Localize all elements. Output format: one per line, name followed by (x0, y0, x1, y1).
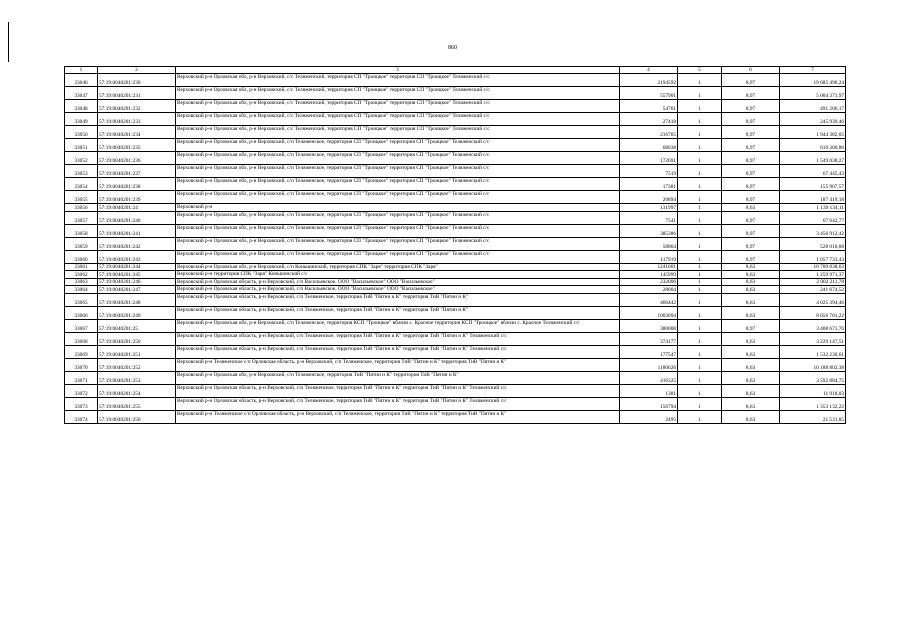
address-cell: Верховский р-н Орловская область, р-н Верховский, с/п Васильевское, ООО "Васильевское" ООО "Васильевское" (176, 286, 620, 294)
quantity-cell: 1 (678, 113, 722, 126)
rate-cell: 8,97 (722, 152, 780, 165)
address-cell: Верховский р-н Орловская обл, р-н Верховский, с/п Теляженское, территория СП "Троицкое" территория СП "Троицкое" Теляженский с/с (176, 237, 620, 250)
table-row (65, 100, 846, 113)
address-cell: Верховский р-н Орловская обл, р-н Верховский, с/п Теляженское, территория СП "Троицкое" территория СП "Троицкое" Теляженский с/с (176, 152, 620, 165)
value-cell: 1 353 132,22 (780, 397, 846, 410)
table-row (65, 211, 846, 224)
value-cell: 4 025 394,46 (780, 293, 846, 306)
quantity-cell: 1 (678, 100, 722, 113)
table-row (65, 278, 846, 286)
value-cell: 8 656 701,22 (780, 306, 846, 319)
rate-cell: 8,97 (722, 178, 780, 191)
rate-cell: 8,63 (722, 371, 780, 384)
quantity-cell: 1 (678, 319, 722, 332)
rate-cell: 8,63 (722, 345, 780, 358)
table-row (65, 204, 846, 212)
value-cell: 1 944 382,05 (780, 126, 846, 139)
area-cell: 466442 (620, 293, 678, 306)
column-header: 4 (620, 67, 678, 74)
cadastral-number-cell: 57:19:0040201:248 (98, 293, 176, 306)
quantity-cell: 1 (678, 165, 722, 178)
table-row (65, 410, 846, 423)
value-cell: 3 408 671,76 (780, 319, 846, 332)
area-cell: 177547 (620, 345, 678, 358)
cadastral-number-cell: 57:19:0040201:253 (98, 371, 176, 384)
page-number: 860 (448, 45, 457, 51)
area-cell: 117919 (620, 250, 678, 263)
address-cell: Верховский р-н Орловская обл, р-н Верховский, с/с Теляженский, территория СП "Троицкое" территория СП "Троицкое" Теляженский с/с (176, 113, 620, 126)
table-row (65, 306, 846, 319)
cadastral-number-cell: 57:19:0040201:243 (98, 250, 176, 263)
value-cell: 245 939,46 (780, 113, 846, 126)
address-cell: Верховский р-н Орловская область, р-н Верховский, с/п Теляженское, территория ТиВ "Пятин и К" территория ТиВ "Пятин и К" Теляженский с/с (176, 384, 620, 397)
address-cell: Верховский р-н Орловская обл, р-н Верховский, с/п Теляженское, территория КСП "Троицкое" вблизи с. Красное территория КСП "Троицкое" вблизи с. Красное Теляженский с/с (176, 319, 620, 332)
cadastral-number-cell: 57:19:0040201:235 (98, 139, 176, 152)
rate-cell: 8,97 (722, 126, 780, 139)
row-number-cell: 33050 (65, 126, 98, 139)
quantity-cell: 1 (678, 250, 722, 263)
area-cell: 156794 (620, 397, 678, 410)
area-cell: 232006 (620, 278, 678, 286)
address-cell: Верховский р-н Орловская область, р-н Верховский, с/п Теляженское, территория ТиВ "Пятин и К" территория ТиВ "Пятин и К" (176, 306, 620, 319)
address-cell: Верховский р-н Орловская область, р-н Верховский, с/п Теляженское, территория ТиВ "Пятин и К" территория ТиВ "Пятин и К" Теляженский с/с (176, 345, 620, 358)
cadastral-number-cell: 57:19:0040201:251 (98, 345, 176, 358)
cadastral-number-cell: 57:19:0040201:233 (98, 113, 176, 126)
table-row (65, 397, 846, 410)
value-cell: 11 918,03 (780, 384, 846, 397)
cadastral-number-cell: 57:19:0040201:234 (98, 126, 176, 139)
row-number-cell: 33073 (65, 397, 98, 410)
rate-cell: 8,97 (722, 113, 780, 126)
row-number-cell: 33054 (65, 178, 98, 191)
row-number-cell: 33068 (65, 332, 98, 345)
cadastral-number-cell: 57:19:0040201:236 (98, 152, 176, 165)
quantity-cell: 1 (678, 278, 722, 286)
row-number-cell: 33058 (65, 224, 98, 237)
address-cell: Верховский р-н Орловская обл, р-н Верховский, с/п Теляженское, территория СП "Троицкое" территория СП "Троицкое" Теляженский с/с (176, 250, 620, 263)
area-cell: 20894 (620, 191, 678, 204)
rate-cell: 8,97 (722, 191, 780, 204)
address-cell: Верховский р-н Теляженское с/п Орловская область, р-н Верховский, с/п Теляженское, территория ТиВ "Пятин и К" территория ТиВ "Пятин и К" (176, 410, 620, 423)
rate-cell: 8,63 (722, 358, 780, 371)
quantity-cell: 1 (678, 293, 722, 306)
row-number-cell: 33074 (65, 410, 98, 423)
column-header: 3 (176, 67, 620, 74)
cadastral-number-cell: 57:19:0040201:256 (98, 410, 176, 423)
area-cell: 28004 (620, 286, 678, 294)
row-number-cell: 33059 (65, 237, 98, 250)
row-number-cell: 33051 (65, 139, 98, 152)
row-number-cell: 33057 (65, 211, 98, 224)
address-cell: Верховский р-н Орловская обл, р-н Верховский, с/п Теляженское, территория СП "Троицкое" территория СП "Троицкое" Теляженский с/с (176, 211, 620, 224)
quantity-cell: 1 (678, 371, 722, 384)
address-cell: Верховский р-н Орловская область, р-н Верховский, с/п Теляженское, территория ТиВ "Пятин и К" территория ТиВ "Пятин и К" Теляженский с/с (176, 332, 620, 345)
cadastral-number-cell: 57:19:0040201:231 (98, 87, 176, 100)
rate-cell: 8,63 (722, 332, 780, 345)
cadastral-number-cell: 57:19:0040201:247 (98, 286, 176, 294)
rate-cell: 8,97 (722, 224, 780, 237)
row-number-cell: 33049 (65, 113, 98, 126)
row-number-cell: 33064 (65, 286, 98, 294)
table-row (65, 152, 846, 165)
address-cell: Верховский р-н Орловская обл, р-н Верховский, с/с Теляженский, территория СП "Троицкое" территория СП "Троицкое" Теляженский с/с (176, 87, 620, 100)
rate-cell: 8,63 (722, 410, 780, 423)
row-number-cell: 33066 (65, 306, 98, 319)
table-row (65, 165, 846, 178)
row-number-cell: 33070 (65, 358, 98, 371)
quantity-cell: 1 (678, 358, 722, 371)
area-cell: 557901 (620, 87, 678, 100)
value-cell: 1 532 230,61 (780, 345, 846, 358)
cadastral-number-cell: 57:19:0040201:252 (98, 358, 176, 371)
row-number-cell: 33048 (65, 100, 98, 113)
area-cell: 172691 (620, 152, 678, 165)
cadastral-number-cell: 57:19:0040201:239 (98, 191, 176, 204)
row-number-cell: 33062 (65, 271, 98, 279)
row-number-cell: 33071 (65, 371, 98, 384)
quantity-cell: 1 (678, 87, 722, 100)
table-row (65, 263, 846, 271)
table-row (65, 191, 846, 204)
column-header: 6 (722, 67, 780, 74)
row-number-cell: 33065 (65, 293, 98, 306)
quantity-cell: 1 (678, 126, 722, 139)
rate-cell: 8,63 (722, 286, 780, 294)
land-plots-table (64, 66, 846, 424)
quantity-cell: 1 (678, 306, 722, 319)
address-cell: Верховский р-н Орловская обл, р-н Верховский, с/п Теляженское, территория СП "Троицкое" территория СП "Троицкое" Теляженский с/с (176, 178, 620, 191)
area-cell: 2194592 (620, 74, 678, 87)
area-cell: 27418 (620, 113, 678, 126)
value-cell: 241 674,52 (780, 286, 846, 294)
column-header: 7 (780, 67, 846, 74)
quantity-cell: 1 (678, 332, 722, 345)
left-margin-rule (8, 22, 9, 62)
value-cell: 21 531,85 (780, 410, 846, 423)
value-cell: 67 445,43 (780, 165, 846, 178)
address-cell: Верховский р-н Орловская область, р-н Верховский, с/п Теляженское, территория ТиВ "Пятин и К" территория ТиВ "Пятин и К" Теляженский с/с (176, 397, 620, 410)
column-header: 1 (65, 67, 98, 74)
table-row (65, 74, 846, 87)
cadastral-number-cell: 57:19:0040201:250 (98, 332, 176, 345)
address-cell: Верховский р-н территория СПК "Заря" Коньшинский с/с (176, 271, 620, 279)
table-row (65, 384, 846, 397)
value-cell: 1 139 134,11 (780, 204, 846, 212)
area-cell: 145999 (620, 271, 678, 279)
area-cell: 1381 (620, 384, 678, 397)
value-cell: 1 259 971,37 (780, 271, 846, 279)
row-number-cell: 33061 (65, 263, 98, 271)
table-row (65, 139, 846, 152)
cadastral-number-cell: 57:19:0040201:244 (98, 263, 176, 271)
cadastral-number-cell: 57:19:0040201:238 (98, 178, 176, 191)
quantity-cell: 1 (678, 263, 722, 271)
rate-cell: 8,97 (722, 87, 780, 100)
cadastral-number-cell: 57:19:0040201:230 (98, 74, 176, 87)
address-cell: Верховский р-н Орловская область, р-н Верховский, с/п Теляженское, территория ТиВ "Пятин и К" территория ТиВ "Пятин и К" (176, 293, 620, 306)
area-cell: 385386 (620, 224, 678, 237)
value-cell: 3 456 912,42 (780, 224, 846, 237)
rate-cell: 8,63 (722, 384, 780, 397)
quantity-cell: 1 (678, 152, 722, 165)
table-row (65, 250, 846, 263)
row-number-cell: 33060 (65, 250, 98, 263)
value-cell: 19 685 490,24 (780, 74, 846, 87)
row-number-cell: 33053 (65, 165, 98, 178)
area-cell: 17381 (620, 178, 678, 191)
value-cell: 3 592 884,75 (780, 371, 846, 384)
rate-cell: 8,97 (722, 319, 780, 332)
cadastral-number-cell: 57:19:0040201:254 (98, 384, 176, 397)
cadastral-number-cell: 57:19:0040201:232 (98, 100, 176, 113)
cadastral-number-cell: 57:19:0040201:25 (98, 319, 176, 332)
table-row (65, 224, 846, 237)
area-cell: 7541 (620, 211, 678, 224)
cadastral-number-cell: 57:19:0040201:245 (98, 271, 176, 279)
address-cell: Верховский р-н Орловская обл, р-н Верховский, с/п Теляженское, территория СП "Троицкое" территория СП "Троицкое" Теляженский с/с (176, 165, 620, 178)
quantity-cell: 1 (678, 384, 722, 397)
header-row (65, 67, 846, 74)
area-cell: 374177 (620, 332, 678, 345)
rate-cell: 8,97 (722, 74, 780, 87)
row-number-cell: 33069 (65, 345, 98, 358)
value-cell: 2 002 211,78 (780, 278, 846, 286)
area-cell: 416325 (620, 371, 678, 384)
address-cell: Верховский р-н (176, 204, 620, 212)
quantity-cell: 1 (678, 271, 722, 279)
quantity-cell: 1 (678, 178, 722, 191)
table-row (65, 286, 846, 294)
value-cell: 491 206,17 (780, 100, 846, 113)
table-row (65, 271, 846, 279)
address-cell: Верховский р-н Орловская обл, р-н Верховский, с/п Теляженское, территория ТиВ "Пятин и К" территория ТиВ "Пятин и К" (176, 371, 620, 384)
rate-cell: 8,63 (722, 271, 780, 279)
rate-cell: 8,63 (722, 278, 780, 286)
value-cell: 528 010,08 (780, 237, 846, 250)
row-number-cell: 33056 (65, 204, 98, 212)
address-cell: Верховский р-н Орловская обл, р-н Верховский, с/п Теляженское, территория СП "Троицкое" территория СП "Троицкое" Теляженский с/с (176, 224, 620, 237)
table-row (65, 126, 846, 139)
rate-cell: 8,97 (722, 139, 780, 152)
quantity-cell: 1 (678, 204, 722, 212)
cadastral-number-cell: 57:19:0040201:242 (98, 237, 176, 250)
area-cell: 131997 (620, 204, 678, 212)
rate-cell: 8,63 (722, 293, 780, 306)
quantity-cell: 1 (678, 345, 722, 358)
rate-cell: 8,63 (722, 397, 780, 410)
value-cell: 155 907,57 (780, 178, 846, 191)
rate-cell: 8,97 (722, 250, 780, 263)
value-cell: 187 419,18 (780, 191, 846, 204)
rate-cell: 8,63 (722, 306, 780, 319)
quantity-cell: 1 (678, 410, 722, 423)
table-row (65, 293, 846, 306)
rate-cell: 8,97 (722, 100, 780, 113)
quantity-cell: 1 (678, 191, 722, 204)
area-cell: 1180626 (620, 358, 678, 371)
address-cell: Верховский р-н Орловская обл, р-н Верховский, с/п Коньшинский, территория СПК "Заря" территория СПК "Заря" (176, 263, 620, 271)
cadastral-number-cell: 57:19:0040201:255 (98, 397, 176, 410)
value-cell: 10 188 802,38 (780, 358, 846, 371)
table-row (65, 87, 846, 100)
value-cell: 10 709 838,63 (780, 263, 846, 271)
area-cell: 58864 (620, 237, 678, 250)
row-number-cell: 33047 (65, 87, 98, 100)
quantity-cell: 1 (678, 286, 722, 294)
quantity-cell: 1 (678, 139, 722, 152)
area-cell: 68038 (620, 139, 678, 152)
value-cell: 1 057 733,43 (780, 250, 846, 263)
rate-cell: 8,97 (722, 211, 780, 224)
address-cell: Верховский р-н Орловская обл, р-н Верховский, с/с Теляженский, территория СП "Троицкое" территория СП "Троицкое" Теляженский с/с (176, 100, 620, 113)
cadastral-number-cell: 57:19:0040201:24 (98, 204, 176, 212)
area-cell: 2495 (620, 410, 678, 423)
table-row (65, 319, 846, 332)
table-row (65, 345, 846, 358)
area-cell: 380008 (620, 319, 678, 332)
value-cell: 3 229 147,51 (780, 332, 846, 345)
area-cell: 216765 (620, 126, 678, 139)
address-cell: Верховский р-н Орловская обл, р-н Верховский, с/с Теляженский, территория СП "Троицкое" территория СП "Троицкое" Теляженский с/с (176, 126, 620, 139)
quantity-cell: 1 (678, 74, 722, 87)
value-cell: 610 300,86 (780, 139, 846, 152)
column-header: 5 (678, 67, 722, 74)
quantity-cell: 1 (678, 237, 722, 250)
table-row (65, 358, 846, 371)
address-cell: Верховский р-н Орловская обл, р-н Верховский, с/п Теляженское, территория СП "Троицкое" территория СП "Троицкое" Теляженский с/с (176, 139, 620, 152)
table-row (65, 178, 846, 191)
table-row (65, 113, 846, 126)
value-cell: 1 549 038,27 (780, 152, 846, 165)
area-cell: 1003094 (620, 306, 678, 319)
address-cell: Верховский р-н Орловская область, р-н Верховский, с/п Васильевское, ООО "Васильевское" ООО "Васильевское" (176, 278, 620, 286)
area-cell: 7519 (620, 165, 678, 178)
column-header: 2 (98, 67, 176, 74)
quantity-cell: 1 (678, 211, 722, 224)
row-number-cell: 33046 (65, 74, 98, 87)
rate-cell: 8,97 (722, 237, 780, 250)
quantity-cell: 1 (678, 224, 722, 237)
rate-cell: 8,63 (722, 204, 780, 212)
row-number-cell: 33063 (65, 278, 98, 286)
value-cell: 67 642,77 (780, 211, 846, 224)
cadastral-number-cell: 57:19:0040201:240 (98, 211, 176, 224)
row-number-cell: 33067 (65, 319, 98, 332)
area-cell: 1241001 (620, 263, 678, 271)
address-cell: Верховский р-н Теляженское с/п Орловская область, р-н Верховский, с/п Теляженское, территория ТиВ "Пятин и К" территория ТиВ "Пятин и К" (176, 358, 620, 371)
cadastral-number-cell: 57:19:0040201:246 (98, 278, 176, 286)
row-number-cell: 33072 (65, 384, 98, 397)
table-row (65, 371, 846, 384)
value-cell: 5 004 371,97 (780, 87, 846, 100)
address-cell: Верховский р-н Орловская обл, р-н Верховский, с/п Теляженское, территория СП "Троицкое" территория СП "Троицкое" Теляженский с/с (176, 191, 620, 204)
rate-cell: 8,63 (722, 263, 780, 271)
address-cell: Верховский р-н Орловская обл, р-н Верховский, с/с Теляженский, территория СП "Троицкое" территория СП "Троицкое" Теляженский с/с (176, 74, 620, 87)
row-number-cell: 33055 (65, 191, 98, 204)
quantity-cell: 1 (678, 397, 722, 410)
cadastral-number-cell: 57:19:0040201:249 (98, 306, 176, 319)
cadastral-number-cell: 57:19:0040201:241 (98, 224, 176, 237)
cadastral-number-cell: 57:19:0040201:237 (98, 165, 176, 178)
table-row (65, 237, 846, 250)
table-row (65, 332, 846, 345)
area-cell: 54761 (620, 100, 678, 113)
rate-cell: 8,97 (722, 165, 780, 178)
row-number-cell: 33052 (65, 152, 98, 165)
